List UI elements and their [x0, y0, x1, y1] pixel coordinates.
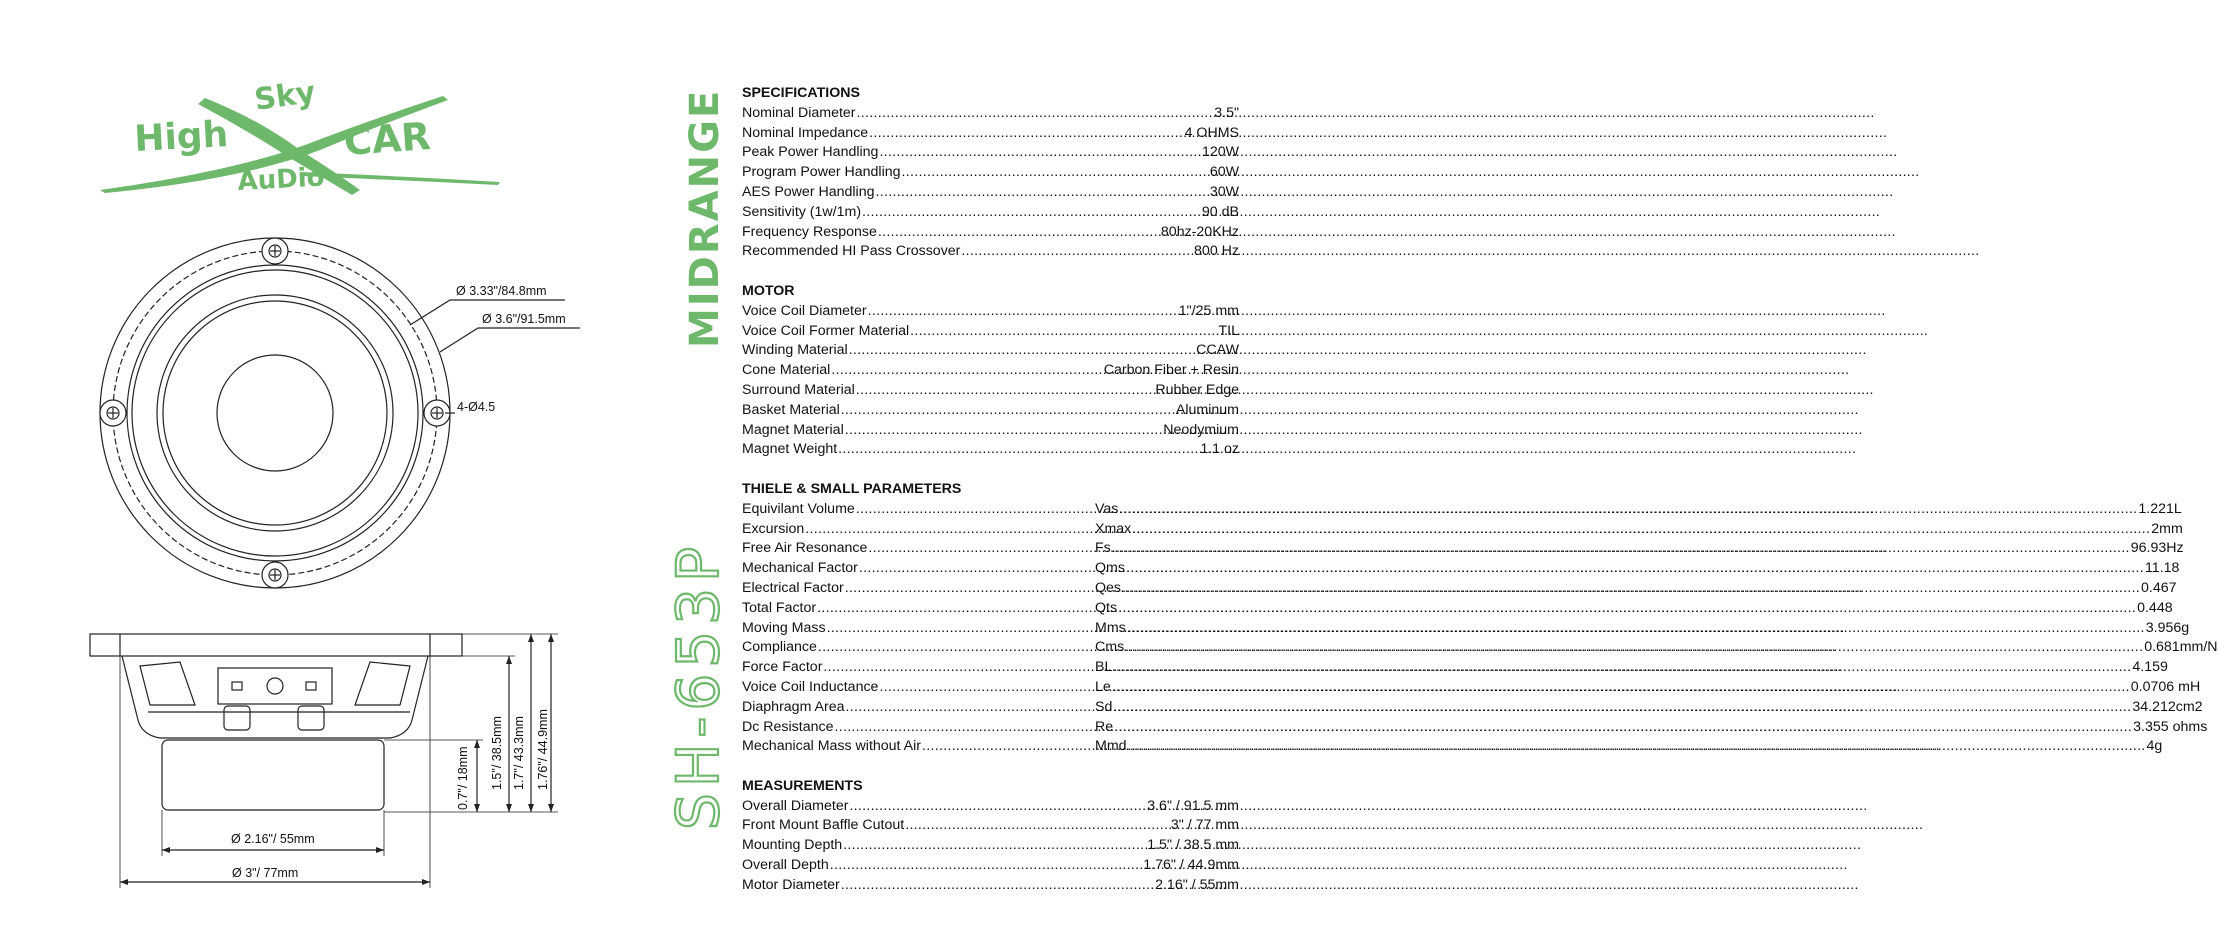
- dot-leader: [876, 183, 1209, 203]
- spec-label: Free Air Resonance: [742, 540, 868, 557]
- spec-label: Mechanical Factor: [742, 560, 858, 577]
- spec-row: [742, 223, 1239, 243]
- dot-leader: [1113, 698, 2131, 718]
- spec-row: [742, 163, 1239, 183]
- spec-value: Rubber Edge: [1155, 381, 1239, 398]
- dot-leader: [1112, 678, 2130, 698]
- spec-row-left: [742, 619, 1095, 639]
- spec-label: Electrical Factor: [742, 579, 844, 596]
- spec-symbol: Fs: [1095, 540, 1111, 557]
- side-view: [90, 634, 558, 888]
- model-title: [664, 78, 732, 838]
- dot-leader: [905, 816, 1170, 836]
- logo-text-sky: Sky: [252, 74, 318, 118]
- spec-symbol: Qes: [1095, 579, 1122, 596]
- spec-value: 120W: [1201, 144, 1239, 161]
- measurements-section: [742, 777, 1239, 896]
- spec-row-left: [742, 658, 1095, 678]
- dot-leader: [879, 143, 1201, 163]
- spec-label: Nominal Diameter: [742, 104, 856, 121]
- spec-label: Magnet Material: [742, 421, 844, 438]
- model-name: SH-653P: [664, 540, 732, 830]
- spec-value: Carbon Fiber + Resin: [1103, 362, 1239, 379]
- dot-leader: [856, 500, 1094, 520]
- spec-label: Peak Power Handling: [742, 144, 879, 161]
- spec-label: Total Factor: [742, 599, 817, 616]
- spec-sheet: [742, 84, 2218, 915]
- dot-leader: [805, 520, 1094, 540]
- label-cutout-diameter: Ø 3"/ 77mm: [232, 866, 299, 880]
- dot-leader: [922, 737, 1094, 757]
- spec-label: Voice Coil Inductance: [742, 678, 879, 695]
- measurements-rows: [742, 797, 1239, 896]
- technical-drawing: [0, 0, 680, 943]
- spec-row: [742, 203, 1239, 223]
- spec-row-left: [742, 520, 1095, 540]
- front-surround-outer: [132, 270, 418, 556]
- leader-outer-diameter: [440, 328, 580, 352]
- spec-symbol: Mms: [1095, 619, 1126, 636]
- spec-value: 3.5": [1214, 104, 1239, 121]
- spec-value: Aluminum: [1175, 401, 1239, 418]
- dot-leader: [1125, 638, 2143, 658]
- mounting-hole-top: [262, 238, 288, 264]
- spec-row: [742, 440, 1239, 460]
- spec-row-left: [742, 599, 1095, 619]
- spec-row-right: [1095, 559, 2179, 579]
- spec-label: Equivilant Volume: [742, 500, 855, 517]
- front-dust-cap: [217, 355, 333, 471]
- label-depth-overall: 1.76"/ 44.9mm: [536, 709, 550, 790]
- spec-value: 1.76" / 44.9mm: [1143, 857, 1239, 874]
- spec-row: [742, 797, 1239, 817]
- terminal-tab-left: [224, 706, 250, 730]
- spec-symbol: BL: [1095, 659, 1113, 676]
- dot-leader: [868, 302, 1178, 322]
- side-magnet: [162, 740, 384, 810]
- spec-value: 3.355 ohms: [2133, 718, 2208, 735]
- specifications-title: SPECIFICATIONS: [742, 85, 860, 101]
- spec-value: 34.212cm2: [2132, 698, 2203, 715]
- dot-leader: [862, 203, 1201, 223]
- spec-row: [742, 678, 2201, 698]
- spec-row: [742, 361, 1239, 381]
- dot-leader: [841, 401, 1175, 421]
- dot-leader: [845, 579, 1094, 599]
- spec-label: Dc Resistance: [742, 718, 834, 735]
- spec-label: Surround Material: [742, 381, 855, 398]
- brand-logo: [100, 75, 500, 197]
- dot-leader: [838, 440, 1199, 460]
- spec-row-left: [742, 638, 1095, 658]
- spec-value: 60W: [1209, 164, 1239, 181]
- dot-leader: [817, 599, 1094, 619]
- spec-row-right: [1095, 678, 2200, 698]
- spec-label: Compliance: [742, 639, 817, 656]
- dot-leader: [879, 678, 1094, 698]
- spec-value: 3.956g: [2145, 619, 2190, 636]
- spec-value: 1.1 oz: [1200, 441, 1239, 458]
- label-outer-diameter: Ø 3.6"/91.5mm: [482, 312, 566, 326]
- label-motor-diameter: Ø 2.16"/ 55mm: [231, 832, 315, 846]
- spec-row: [742, 143, 1239, 163]
- spec-symbol: Vas: [1095, 500, 1119, 517]
- dot-leader: [1113, 658, 2131, 678]
- dot-leader: [1122, 579, 2140, 599]
- dot-leader: [849, 341, 1196, 361]
- label-mounting-diameter: Ø 3.33"/84.8mm: [456, 284, 547, 298]
- spec-row: [742, 856, 1239, 876]
- dot-leader: [1126, 559, 2144, 579]
- spec-value: 11.18: [2144, 560, 2180, 577]
- spec-row: [742, 559, 2180, 579]
- dot-leader: [961, 242, 1193, 262]
- spec-value: TIL: [1218, 322, 1239, 339]
- spec-value: 0.467: [2141, 579, 2177, 596]
- dot-leader: [1128, 737, 2146, 757]
- dot-leader: [823, 658, 1094, 678]
- spec-row-right: [1095, 698, 2203, 718]
- spec-row: [742, 658, 2168, 678]
- dot-leader: [841, 876, 1154, 896]
- dot-leader: [869, 124, 1183, 144]
- spec-value: CCAW: [1196, 342, 1239, 359]
- spec-label: Magnet Weight: [742, 441, 838, 458]
- spec-row: [742, 836, 1239, 856]
- spec-row: [742, 737, 2163, 757]
- spec-row-left: [742, 500, 1095, 520]
- spec-row-left: [742, 579, 1095, 599]
- spec-row: [742, 381, 1239, 401]
- front-outer-rim: [100, 238, 450, 588]
- spec-row: [742, 302, 1239, 322]
- spec-row-right: [1095, 638, 2218, 658]
- ts-rows: [742, 500, 2218, 757]
- dot-leader: [1114, 718, 2132, 738]
- measurements-title: MEASUREMENTS: [742, 777, 863, 794]
- label-holes: 4-Ø4.5: [457, 400, 496, 414]
- spec-label: Excursion: [742, 520, 805, 537]
- specifications-section: [742, 84, 1239, 262]
- spec-row-right: [1095, 737, 2162, 757]
- spec-value: 0.0706 mH: [2130, 678, 2201, 695]
- spec-row: [742, 341, 1239, 361]
- spec-row: [742, 816, 1239, 836]
- terminal-screw: [267, 678, 283, 694]
- mounting-hole-bottom: [262, 562, 288, 588]
- label-depth-motor: 0.7"/ 18mm: [456, 746, 470, 810]
- specifications-rows: [742, 104, 1239, 262]
- dot-leader: [1119, 500, 2137, 520]
- spec-label: Frequency Response: [742, 223, 877, 240]
- spec-label: AES Power Handling: [742, 183, 875, 200]
- spec-symbol: Qts: [1095, 599, 1118, 616]
- dot-leader: [849, 797, 1146, 817]
- spec-label: Nominal Impedance: [742, 124, 869, 141]
- spec-value: 4 OHMS: [1184, 124, 1239, 141]
- side-basket-window-right: [355, 662, 410, 705]
- dot-leader: [910, 322, 1217, 342]
- spec-row: [742, 124, 1239, 144]
- spec-label: Motor Diameter: [742, 876, 840, 893]
- spec-value: 90 dB: [1201, 203, 1239, 220]
- spec-value: 3" / 77 mm: [1170, 817, 1239, 834]
- spec-value: 4g: [2146, 738, 2163, 755]
- dot-leader: [846, 698, 1094, 718]
- spec-row-right: [1095, 599, 2173, 619]
- model-category: MIDRANGE: [682, 88, 728, 348]
- spec-row-left: [742, 539, 1095, 559]
- front-surround-inner: [157, 295, 393, 531]
- front-flange-inner: [127, 265, 423, 561]
- spec-symbol: Mmd: [1095, 738, 1127, 755]
- spec-symbol: Le: [1095, 678, 1111, 695]
- spec-row: [742, 619, 2190, 639]
- dot-leader: [857, 104, 1214, 124]
- spec-row-right: [1095, 520, 2183, 540]
- terminal-pos: [306, 682, 316, 690]
- spec-row-right: [1095, 579, 2177, 599]
- spec-row-right: [1095, 539, 2184, 559]
- spec-symbol: Qms: [1095, 560, 1125, 577]
- mounting-hole-left: [100, 400, 126, 426]
- spec-label: Force Factor: [742, 659, 823, 676]
- dot-leader: [845, 421, 1163, 441]
- spec-value: 800 Hz: [1194, 243, 1239, 260]
- spec-row: [742, 638, 2218, 658]
- ts-section: [742, 480, 2218, 757]
- logo-text-car: CAR: [342, 114, 432, 164]
- dot-leader: [1118, 599, 2136, 619]
- spec-label: Voice Coil Former Material: [742, 322, 910, 339]
- spec-label: Cone Material: [742, 362, 831, 379]
- spec-value: 30W: [1209, 183, 1239, 200]
- dot-leader: [843, 836, 1146, 856]
- label-depth-mounting: 1.5"/ 38.5mm: [490, 716, 504, 790]
- spec-row: [742, 599, 2173, 619]
- logo-text-high: High: [133, 114, 230, 160]
- spec-symbol: Xmax: [1095, 520, 1132, 537]
- spec-row: [742, 242, 1239, 262]
- spec-value: 0.681mm/N: [2144, 639, 2218, 656]
- spec-value: 2.16" / 55mm: [1155, 876, 1239, 893]
- spec-row-left: [742, 678, 1095, 698]
- spec-value: 1.5" / 38.5 mm: [1147, 837, 1239, 854]
- spec-row: [742, 520, 2183, 540]
- spec-label: Winding Material: [742, 342, 848, 359]
- spec-label: Moving Mass: [742, 619, 826, 636]
- spec-row: [742, 718, 2208, 738]
- spec-value: Neodymium: [1163, 421, 1239, 438]
- dot-leader: [859, 559, 1094, 579]
- spec-row: [742, 500, 2182, 520]
- front-mounting-circle: [113, 251, 437, 575]
- spec-row-left: [742, 559, 1095, 579]
- side-flange: [90, 634, 462, 656]
- spec-label: Mechanical Mass without Air: [742, 738, 921, 755]
- spec-row: [742, 104, 1239, 124]
- spec-row-left: [742, 737, 1095, 757]
- spec-label: Overall Depth: [742, 857, 829, 874]
- spec-label: Mounting Depth: [742, 837, 843, 854]
- spec-value: 80hz-20KHz: [1160, 223, 1239, 240]
- dot-leader: [830, 856, 1143, 876]
- side-terminal-block: [218, 668, 332, 704]
- terminal-tab-right: [298, 706, 324, 730]
- dot-leader: [1112, 539, 2130, 559]
- spec-label: Overall Diameter: [742, 797, 849, 814]
- spec-label: Front Mount Baffle Cutout: [742, 817, 905, 834]
- spec-value: 2mm: [2151, 520, 2183, 537]
- dot-leader: [834, 718, 1094, 738]
- spec-row: [742, 401, 1239, 421]
- spec-label: Recommended HI Pass Crossover: [742, 243, 961, 260]
- dot-leader: [831, 361, 1102, 381]
- spec-row-left: [742, 698, 1095, 718]
- spec-symbol: Cms: [1095, 639, 1125, 656]
- spec-row: [742, 539, 2184, 559]
- spec-value: 0.448: [2137, 599, 2173, 616]
- spec-row-right: [1095, 619, 2189, 639]
- side-basket-window-left: [140, 662, 195, 705]
- dot-leader: [827, 619, 1094, 639]
- dot-leader: [1132, 520, 2150, 540]
- spec-label: Voice Coil Diameter: [742, 302, 867, 319]
- logo-text-audio: AuDio: [236, 162, 326, 197]
- spec-row-left: [742, 718, 1095, 738]
- motor-section: [742, 282, 1239, 460]
- spec-value: 1.221L: [2138, 500, 2182, 517]
- spec-value: 3.6" / 91.5 mm: [1147, 797, 1239, 814]
- dot-leader: [868, 539, 1094, 559]
- spec-row-right: [1095, 658, 2168, 678]
- spec-label: Basket Material: [742, 401, 840, 418]
- spec-row: [742, 421, 1239, 441]
- dot-leader: [856, 381, 1155, 401]
- dot-leader: [818, 638, 1094, 658]
- spec-symbol: Sd: [1095, 698, 1113, 715]
- spec-label: Program Power Handling: [742, 164, 901, 181]
- motor-rows: [742, 302, 1239, 460]
- spec-row: [742, 579, 2177, 599]
- front-cone-inner: [163, 301, 387, 525]
- ts-title: THIELE & SMALL PARAMETERS: [742, 480, 962, 497]
- spec-row: [742, 876, 1239, 896]
- spec-row-right: [1095, 718, 2207, 738]
- spec-row: [742, 698, 2203, 718]
- spec-value: 4.159: [2132, 659, 2168, 676]
- spec-label: Diaphragm Area: [742, 698, 845, 715]
- terminal-neg: [232, 682, 242, 690]
- dot-leader: [1127, 619, 2145, 639]
- spec-value: 96.93Hz: [2130, 540, 2184, 557]
- spec-symbol: Re: [1095, 718, 1114, 735]
- spec-row: [742, 183, 1239, 203]
- dim-arrows: [120, 634, 554, 885]
- dot-leader: [902, 163, 1209, 183]
- label-depth-frame: 1.7"/ 43.3mm: [512, 716, 526, 790]
- spec-value: 1"/25 mm: [1178, 302, 1239, 319]
- dot-leader: [878, 223, 1160, 243]
- motor-title: MOTOR: [742, 282, 795, 299]
- spec-row: [742, 322, 1239, 342]
- spec-label: Sensitivity (1w/1m): [742, 203, 862, 220]
- spec-row-right: [1095, 500, 2182, 520]
